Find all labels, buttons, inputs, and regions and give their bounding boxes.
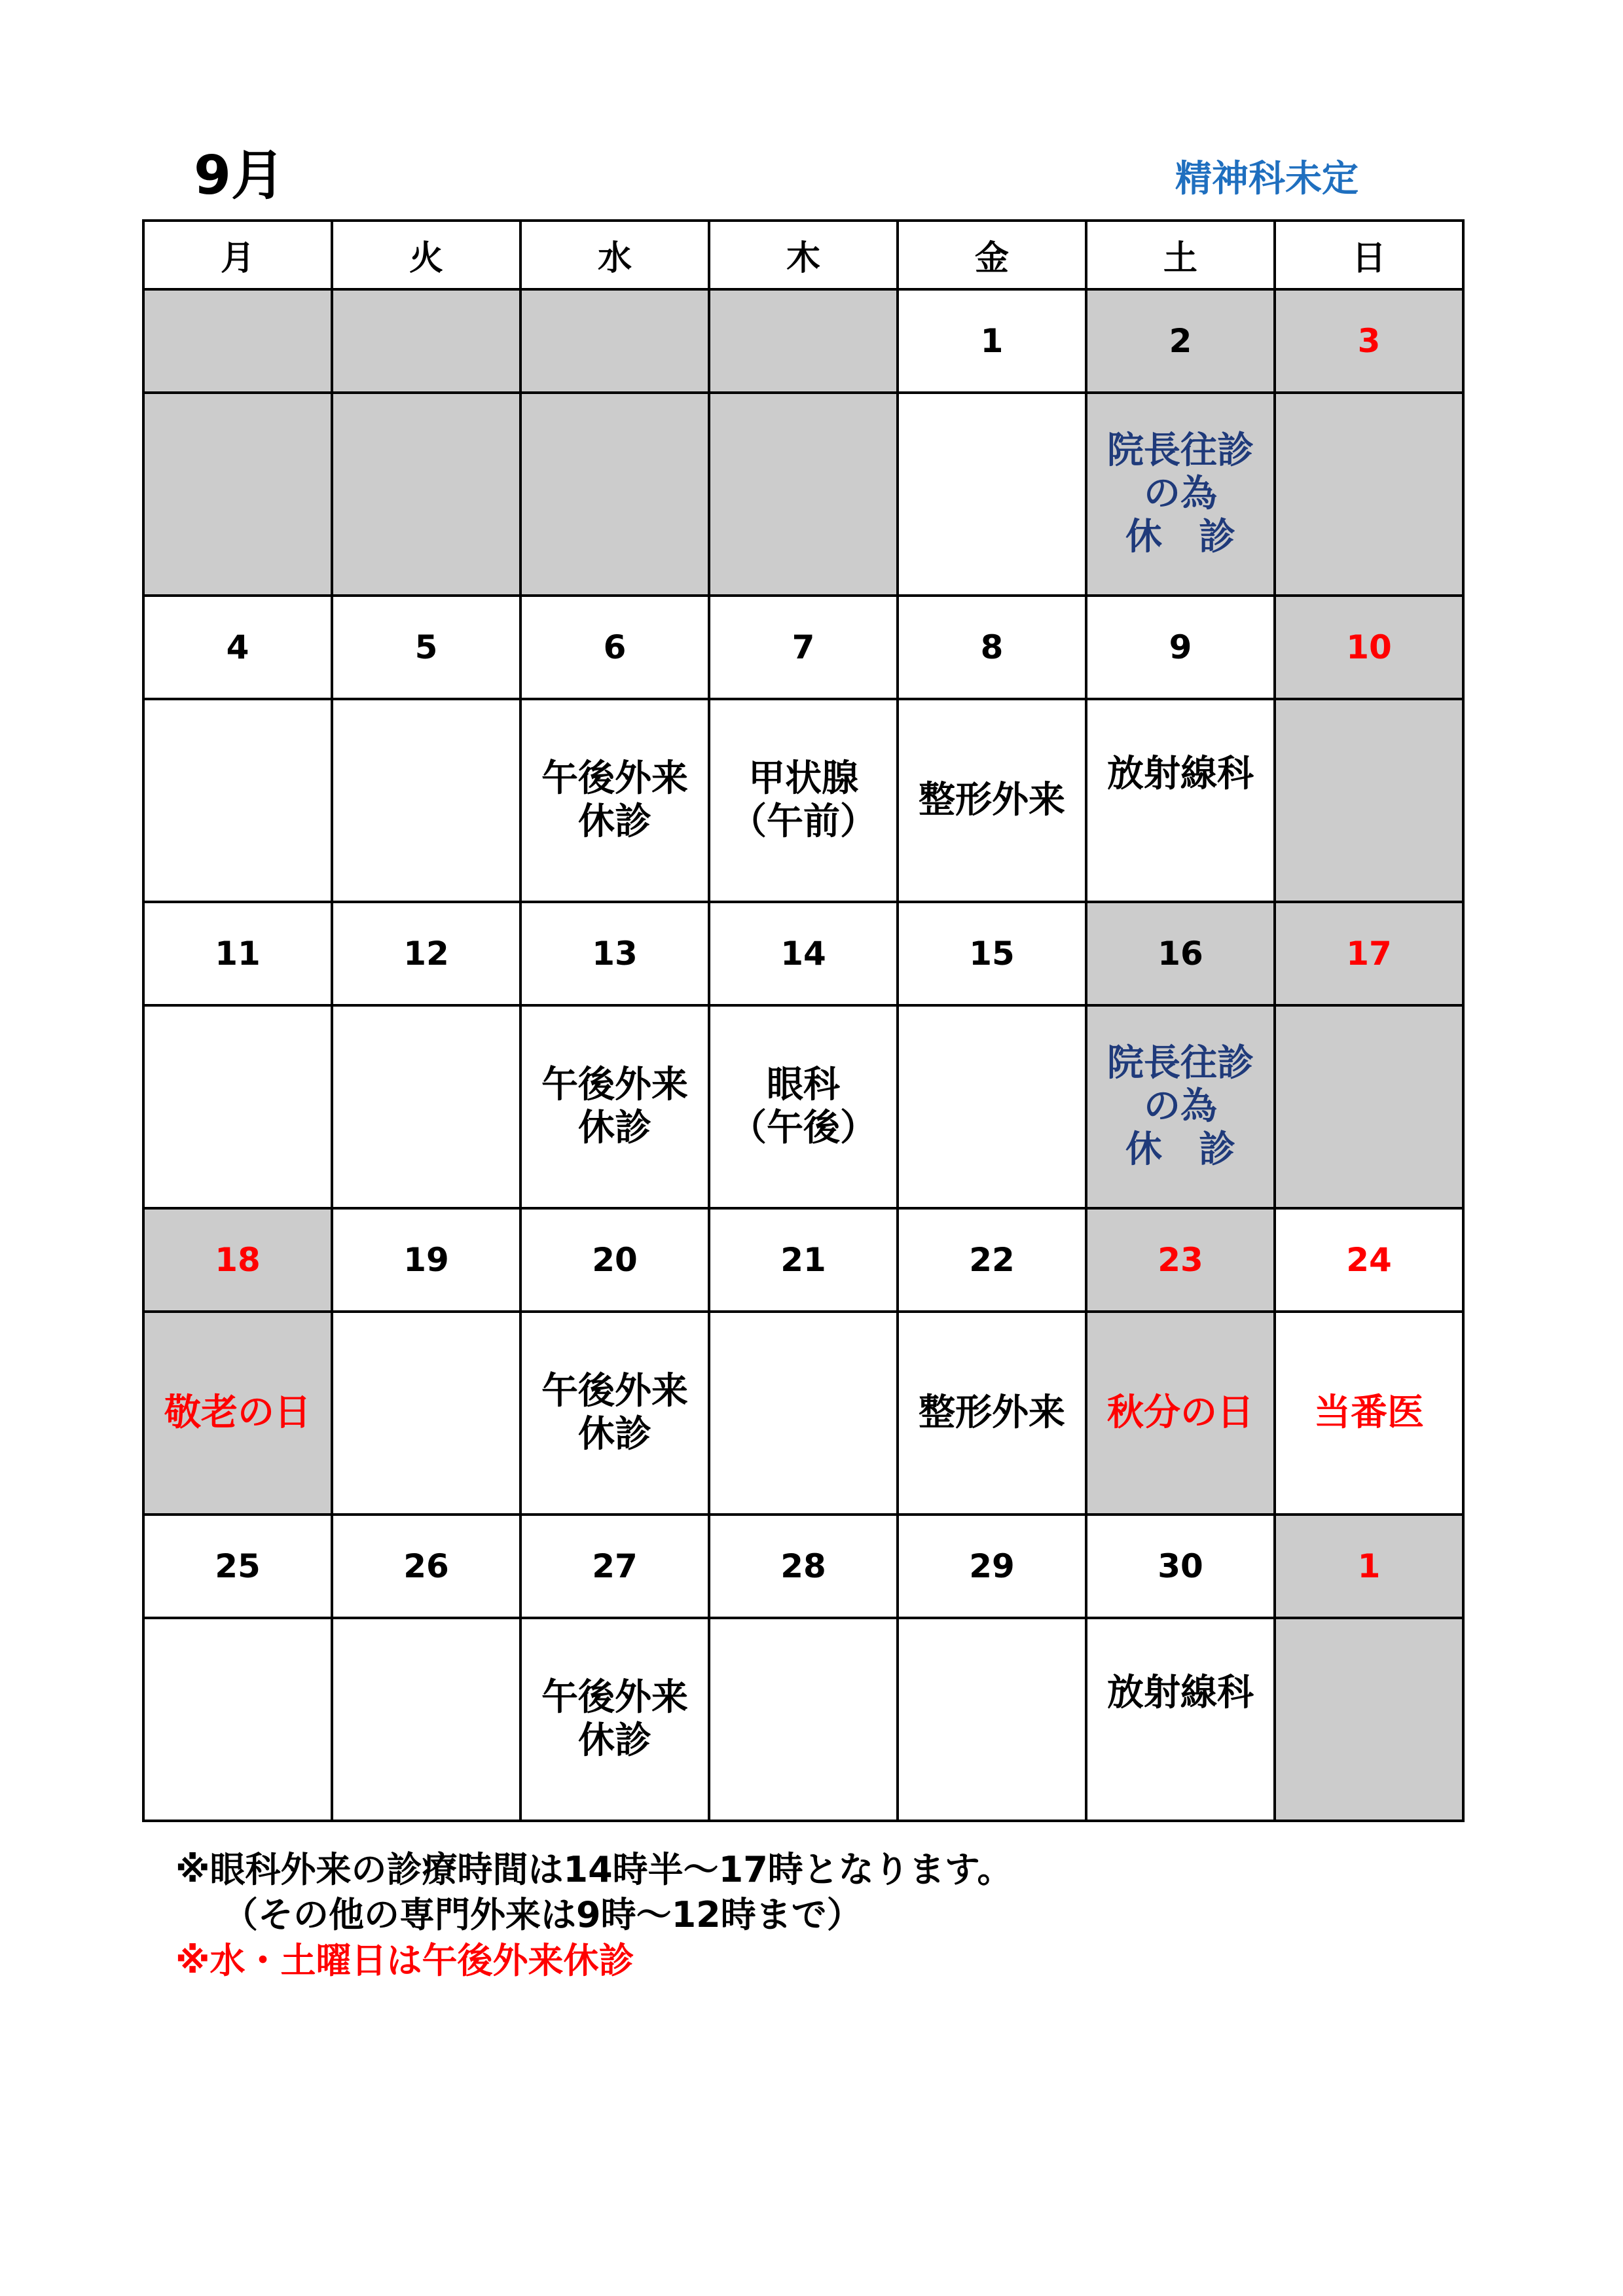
schedule-cell bbox=[520, 1312, 709, 1515]
date-cell: 23 bbox=[1086, 1208, 1275, 1312]
schedule-cell bbox=[332, 1312, 520, 1515]
schedule-cell bbox=[143, 393, 332, 596]
schedule-cell bbox=[1275, 1312, 1463, 1515]
schedule-cell bbox=[898, 1312, 1086, 1515]
schedule-cell bbox=[1086, 1618, 1275, 1821]
footnote-afternoon-closure: ※水・土曜日は午後外来休診 bbox=[175, 1940, 634, 1981]
date-cell: 30 bbox=[1086, 1515, 1275, 1618]
schedule-cell bbox=[898, 393, 1086, 596]
date-cell: 22 bbox=[898, 1208, 1086, 1312]
date-cell: 16 bbox=[1086, 902, 1275, 1005]
date-cell: 17 bbox=[1275, 902, 1463, 1005]
date-cell: 18 bbox=[143, 1208, 332, 1312]
schedule-row bbox=[143, 393, 1463, 596]
weekday-header-sat: 土 bbox=[1086, 221, 1275, 289]
date-row bbox=[143, 1515, 1463, 1618]
date-cell: 9 bbox=[1086, 596, 1275, 699]
date-cell: 4 bbox=[143, 596, 332, 699]
schedule-note: 午後外来 休診 bbox=[541, 1676, 688, 1762]
date-cell: 29 bbox=[898, 1515, 1086, 1618]
weekday-header-fri: 金 bbox=[898, 221, 1086, 289]
date-cell: 27 bbox=[520, 1515, 709, 1618]
calendar-body bbox=[143, 221, 1463, 1821]
date-cell: 7 bbox=[709, 596, 898, 699]
schedule-cell bbox=[520, 1005, 709, 1208]
footnote-eye-clinic-hours: ※眼科外来の診療時間は14時半～17時となります。 bbox=[175, 1849, 1013, 1890]
schedule-cell bbox=[520, 699, 709, 902]
schedule-note: 眼科 （午後） bbox=[730, 1063, 877, 1149]
schedule-cell bbox=[1086, 1005, 1275, 1208]
schedule-cell bbox=[332, 393, 520, 596]
schedule-cell bbox=[1086, 393, 1275, 596]
date-cell: 19 bbox=[332, 1208, 520, 1312]
schedule-cell bbox=[520, 393, 709, 596]
schedule-cell bbox=[709, 699, 898, 902]
weekday-header-wed: 水 bbox=[520, 221, 709, 289]
date-cell: 21 bbox=[709, 1208, 898, 1312]
date-cell: 3 bbox=[1275, 289, 1463, 393]
schedule-cell bbox=[898, 1005, 1086, 1208]
date-row bbox=[143, 596, 1463, 699]
date-cell: 1 bbox=[1275, 1515, 1463, 1618]
date-cell: 2 bbox=[1086, 289, 1275, 393]
weekday-header-tue: 火 bbox=[332, 221, 520, 289]
schedule-cell bbox=[143, 1312, 332, 1515]
schedule-cell bbox=[143, 699, 332, 902]
schedule-cell bbox=[709, 1312, 898, 1515]
schedule-cell bbox=[1275, 699, 1463, 902]
date-cell: 26 bbox=[332, 1515, 520, 1618]
schedule-note: 整形外来 bbox=[919, 1391, 1065, 1434]
schedule-cell bbox=[520, 1618, 709, 1821]
footnote-specialty-hours: （その他の専門外来は9時～12時まで） bbox=[223, 1894, 862, 1935]
schedule-note: 秋分の日 bbox=[1107, 1391, 1254, 1434]
month-title: 9月 bbox=[194, 145, 285, 207]
weekday-header-mon: 月 bbox=[143, 221, 332, 289]
date-cell: 1 bbox=[898, 289, 1086, 393]
date-cell bbox=[143, 289, 332, 393]
date-cell: 14 bbox=[709, 902, 898, 1005]
schedule-note: 院長往診 の為 休 診 bbox=[1107, 429, 1254, 559]
date-cell: 24 bbox=[1275, 1208, 1463, 1312]
date-cell: 15 bbox=[898, 902, 1086, 1005]
date-cell bbox=[332, 289, 520, 393]
date-row bbox=[143, 1208, 1463, 1312]
schedule-cell bbox=[1086, 699, 1275, 902]
schedule-row bbox=[143, 1312, 1463, 1515]
schedule-note: 院長往診 の為 休 診 bbox=[1107, 1041, 1254, 1172]
schedule-note: 午後外来 休診 bbox=[541, 1369, 688, 1456]
schedule-cell bbox=[143, 1618, 332, 1821]
schedule-note: 放射線科 bbox=[1107, 752, 1254, 795]
date-row bbox=[143, 289, 1463, 393]
date-cell bbox=[520, 289, 709, 393]
weekday-header-thu: 木 bbox=[709, 221, 898, 289]
date-cell: 8 bbox=[898, 596, 1086, 699]
schedule-cell bbox=[1086, 1312, 1275, 1515]
schedule-cell bbox=[709, 393, 898, 596]
calendar-table bbox=[142, 219, 1465, 1822]
date-cell: 11 bbox=[143, 902, 332, 1005]
schedule-row bbox=[143, 1005, 1463, 1208]
date-row bbox=[143, 902, 1463, 1005]
schedule-cell bbox=[1275, 1005, 1463, 1208]
schedule-note: 当番医 bbox=[1314, 1391, 1424, 1434]
schedule-cell bbox=[332, 1005, 520, 1208]
schedule-note: 放射線科 bbox=[1107, 1671, 1254, 1714]
schedule-cell bbox=[1275, 1618, 1463, 1821]
schedule-cell bbox=[898, 699, 1086, 902]
date-cell: 5 bbox=[332, 596, 520, 699]
schedule-row bbox=[143, 699, 1463, 902]
date-cell: 28 bbox=[709, 1515, 898, 1618]
schedule-cell bbox=[898, 1618, 1086, 1821]
schedule-cell bbox=[709, 1618, 898, 1821]
schedule-note: 午後外来 休診 bbox=[541, 757, 688, 843]
schedule-note: 整形外来 bbox=[919, 778, 1065, 821]
weekday-header-sun: 日 bbox=[1275, 221, 1463, 289]
schedule-row bbox=[143, 1618, 1463, 1821]
schedule-cell bbox=[1275, 393, 1463, 596]
schedule-note: 敬老の日 bbox=[164, 1391, 311, 1434]
schedule-note: 午後外来 休診 bbox=[541, 1063, 688, 1149]
department-note: 精神科未定 bbox=[1175, 158, 1359, 200]
date-cell: 12 bbox=[332, 902, 520, 1005]
date-cell: 25 bbox=[143, 1515, 332, 1618]
date-cell: 20 bbox=[520, 1208, 709, 1312]
date-cell: 6 bbox=[520, 596, 709, 699]
date-cell: 10 bbox=[1275, 596, 1463, 699]
schedule-cell bbox=[143, 1005, 332, 1208]
schedule-note: 甲状腺 （午前） bbox=[730, 757, 877, 843]
schedule-cell bbox=[709, 1005, 898, 1208]
date-cell bbox=[709, 289, 898, 393]
weekday-header-row bbox=[143, 221, 1463, 289]
schedule-cell bbox=[332, 699, 520, 902]
date-cell: 13 bbox=[520, 902, 709, 1005]
schedule-cell bbox=[332, 1618, 520, 1821]
